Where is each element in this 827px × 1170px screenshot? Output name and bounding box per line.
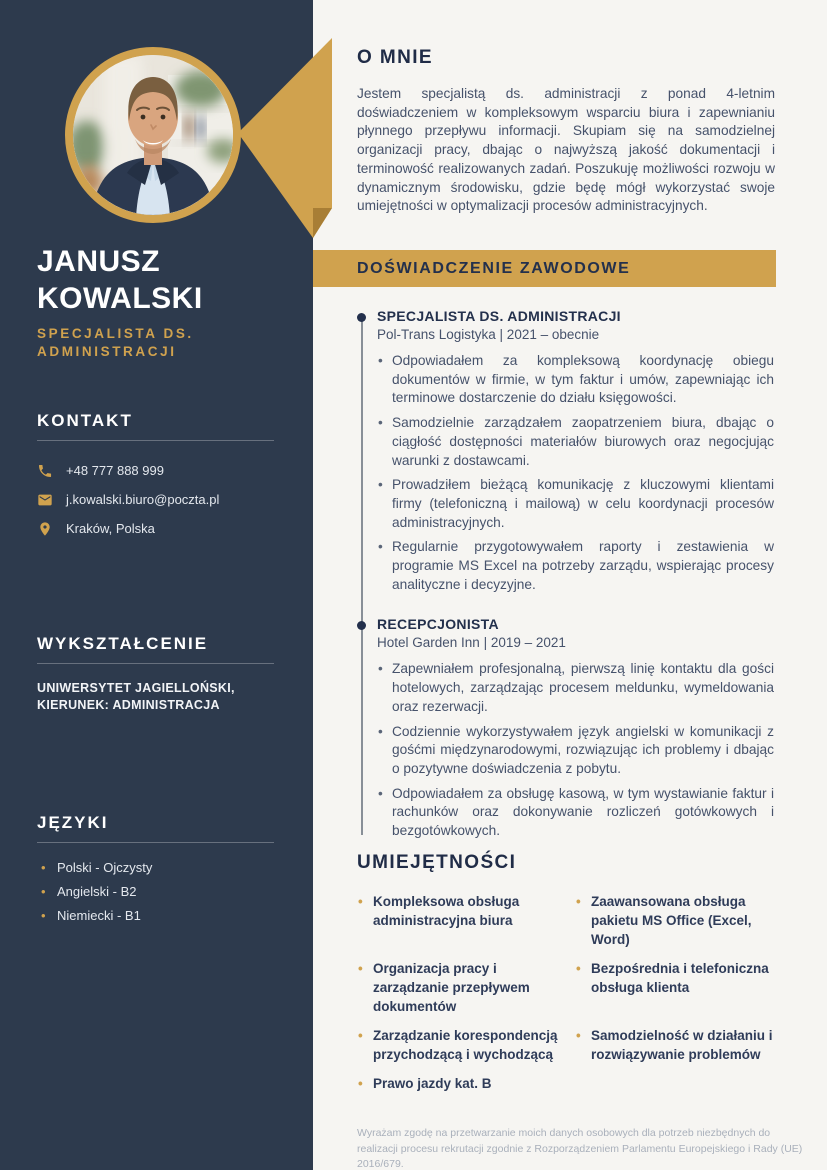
timeline-dot [357, 621, 366, 630]
skill-item: • Kompleksowa obsługa administracyjna biura [357, 892, 575, 949]
contact-location-value: Kraków, Polska [66, 521, 155, 536]
education-heading: WYKSZTAŁCENIE [37, 634, 209, 653]
contact-phone-value: +48 777 888 999 [66, 463, 164, 478]
person-name: JANUSZ KOWALSKI [37, 245, 203, 315]
contact-email-value: j.kowalski.biuro@poczta.pl [66, 492, 220, 507]
gold-ribbon-shape [225, 30, 337, 245]
language-item: • Angielski - B2 [37, 880, 277, 904]
languages-heading: JĘZYKI [37, 813, 109, 832]
skills-heading: UMIEJĘTNOŚCI [357, 852, 517, 873]
skill-item: • Zaawansowana obsługa pakietu MS Office (Excel, Word) [575, 892, 777, 949]
job-title: SPECJALISTA DS. ADMINISTRACJI [377, 308, 621, 324]
contact-row-email [37, 485, 277, 514]
contact-section [37, 411, 277, 543]
language-item: • Polski - Ojczysty [37, 856, 277, 880]
gdpr-consent-note: Wyrażam zgodę na przetwarzanie moich danych osobowych dla potrzeb niezbędnych do realizacji procesu rekrutacji zgodnie z Rozporządzeniem Parlamentu Europejskiego i Rady (UE) 2016/679. [357, 1127, 803, 1170]
contact-row-phone [37, 456, 277, 485]
skill-item: • Zarządzanie korespondencją przychodzącą i wychodzącą [357, 1026, 575, 1064]
contact-row-location [37, 514, 277, 543]
job-bullet: • Regularnie przygotowywałem raporty i zestawienia w programie MS Excel na potrzeby zarządu, wspierając procesy analityczne i decyzyjne. [377, 538, 774, 594]
language-item: • Niemiecki - B1 [37, 904, 277, 928]
job-bullet: • Prowadziłem bieżącą komunikację z kluczowymi klientami firmy (telefoniczną i mailową) w celu koordynacji procesów administracyjnych. [377, 476, 774, 532]
job-bullet: • Codziennie wykorzystywałem język angielski w komunikacji z gośćmi międzynarodowymi, rozwiązując ich problemy i dbając o pozytywne doświadczenia z pobytu. [377, 723, 774, 779]
experience-heading: DOŚWIADCZENIE ZAWODOWE [357, 259, 631, 277]
skill-item: • Organizacja pracy i zarządzanie przepływem dokumentów [357, 959, 575, 1016]
job-bullet: • Odpowiadałem za kompleksową koordynację obiegu dokumentów w firmie, w tym faktur i umów, zapewniając ich terminowe dostarczenie do działu księgowości. [377, 352, 774, 408]
job-meta: Hotel Garden Inn | 2019 – 2021 [377, 635, 566, 651]
about-text: Jestem specjalistą ds. administracji z ponad 4-letnim doświadczeniem w kompleksowym wsparciu biura i zapewnianiu płynnego przepływu informacji. Skupiam się na samodzielnej organizacji pracy, dbając o najwyższą jakość dokumentacji i terminowość realizowanych zadań. Poszukuję możliwości rozwoju w dynamicznym środowisku, gdzie będę mógł wykorzystać swoje umiejętności w optymalizacji procesów administracyjnych. [357, 86, 775, 214]
education-text: UNIWERSYTET JAGIELLOŃSKI, KIERUNEK: ADMINISTRACJA [37, 681, 235, 712]
job-title: RECEPCJONISTA [377, 616, 499, 633]
skill-item: • Samodzielność w działaniu i rozwiązywanie problemów [575, 1026, 777, 1064]
job-meta: Pol-Trans Logistyka | 2021 – obecnie [377, 327, 600, 342]
experience-section [357, 308, 774, 847]
contact-divider [37, 440, 274, 441]
job-bullet: • Samodzielnie zarządzałem zaopatrzeniem biura, dbając o ciągłość dostępności materiałów biurowych oraz negocjując warunki z dostawcami. [377, 414, 774, 470]
person-role: SPECJALISTA DS. ADMINISTRACJI [37, 326, 194, 359]
job-entry [357, 308, 774, 594]
languages-section [37, 813, 277, 928]
skill-item: • Prawo jazdy kat. B [357, 1074, 575, 1093]
location-icon [37, 521, 53, 537]
skills-section [357, 852, 777, 1093]
languages-divider [37, 842, 274, 843]
phone-icon [37, 463, 53, 479]
experience-banner [313, 250, 776, 287]
contact-heading: KONTAKT [37, 411, 133, 430]
job-bullet: • Zapewniałem profesjonalną, pierwszą linię kontaktu dla gości hotelowych, zarządzając procesem meldunku, wymeldowania oraz rezerwacji. [377, 660, 774, 716]
profile-photo-illustration [73, 55, 233, 215]
email-icon [37, 492, 53, 508]
about-section [357, 47, 775, 216]
job-entry [357, 616, 774, 840]
timeline-dot [357, 313, 366, 322]
about-heading: O MNIE [357, 47, 433, 68]
job-bullet: • Odpowiadałem za obsługę kasową, w tym wystawianie faktur i rachunków oraz dokonywanie rozliczeń gotówkowych i bezgotówkowych. [377, 785, 774, 841]
education-divider [37, 663, 274, 664]
skill-item: • Bezpośrednia i telefoniczna obsługa klienta [575, 959, 777, 1016]
profile-photo [65, 47, 241, 223]
education-section [37, 634, 277, 714]
